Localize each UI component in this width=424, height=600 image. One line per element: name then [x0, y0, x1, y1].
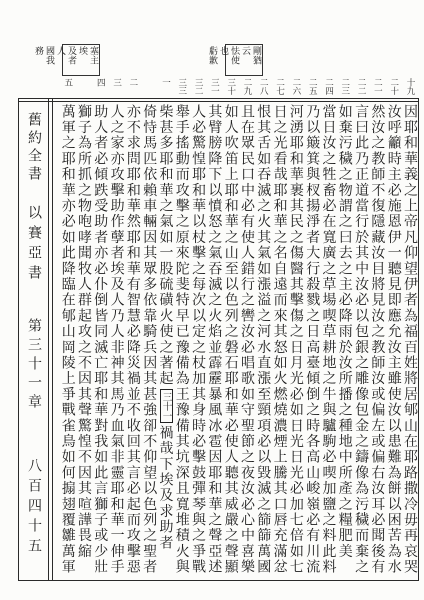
verse-text: 人必驚惶耶和華以杖擊之每次以定之杖加其身時必擊鼓彈琴與之爭戰 — [190, 104, 207, 575]
text-column — [223, 104, 239, 578]
text-column — [76, 104, 92, 578]
verse-text: 言曰此乃正道當行於其中汝必以包銀之雕像包金之鑄像為污穢而棄之 — [353, 104, 370, 575]
verse-text: 獅子為所抓之物咆哮聞牧人群起攻之不因其聲驚惶不因其喧譁畏縮 — [76, 104, 92, 560]
margin-rule — [52, 98, 53, 581]
text-column — [304, 104, 320, 578]
text-column — [174, 104, 190, 578]
verse-number: 二七 — [274, 78, 285, 95]
headnote-line: 怯使也 — [218, 46, 239, 65]
verse-text: 柴甚多耶和華之氣如一股硫磺火使之著起 — [157, 104, 174, 387]
verse-number: 二三 — [339, 78, 350, 95]
headnote-line: 剛猶云 — [240, 46, 261, 65]
verse-number: 二六 — [290, 78, 301, 95]
top-rule — [18, 101, 419, 102]
verse-number: 二五 — [307, 78, 318, 95]
verse-number: 二八 — [258, 78, 269, 95]
headnote-box — [207, 44, 263, 76]
verse-text: 然汝之教師不復隱藏汝目將見汝之教師汝或偏左或偏右汝耳必聞後有 — [369, 104, 386, 575]
verse-text: 亦不求問耶和華然耶和華有智慧必降災禍並不收回其言必起而攻擊惡 — [124, 104, 141, 575]
verse-number: 二九 — [242, 78, 252, 95]
verse-number: 一 — [160, 78, 171, 87]
verse-text: 倚恃馬匹依賴車輛因其眾多依靠騎兵因其甚強卻不仰望以色列之聖者 — [141, 104, 158, 575]
text-column — [206, 104, 222, 578]
headnote-line: 虧歉 — [207, 46, 217, 65]
text-column — [337, 104, 353, 578]
verse-number: 二十 — [388, 78, 399, 95]
text-column — [288, 104, 304, 578]
verse-text: 助人者必傾跌受助者亦必仆倒皆同滅亡耶和華對我如此言獅子或少壯 — [92, 104, 109, 575]
verse-text: 人之家亦攻擊助作孽者埃及人乃人非神其馬乃血氣非靈耶和華一伸手 — [108, 104, 125, 575]
text-column — [353, 104, 369, 578]
verse-text: 如人吹笛上耶和華之山至以色列之磐石耶和華必使人聽其威嚴之聲顯 — [222, 104, 239, 575]
verse-text: 當日汝之牲畜必在寬廣之草場喫草耕地之牛與驢駒必喫加鹽之料此料 — [320, 104, 337, 575]
text-column — [109, 104, 125, 578]
verse-number: 十九 — [405, 78, 415, 95]
verse-text: 其臂膀降下以憤怒之氣吞滅之火焰並霹靂暴風冰雹因耶和華之聲亞述 — [206, 104, 223, 575]
running-head-book: 舊約全書 — [26, 112, 42, 184]
verse-text: 萬軍之耶和華亦必如此降臨在郇山岡陵上爭戰雀鳥如何搧翅覆雛萬軍 — [59, 104, 76, 575]
verse-text: 且在眾民口中必有使人錯行之轡汝必唱歌如守聖節之夜汝必心中喜樂 — [239, 104, 255, 575]
verse-number: 三十 — [225, 78, 236, 95]
verse-number: 三三 — [176, 78, 187, 95]
page-number: 八百四十五 — [26, 458, 42, 558]
verse-number: 三一 — [209, 78, 220, 95]
headnote-line: 國我務 — [33, 46, 54, 65]
text-column — [125, 104, 141, 578]
chapter-marker: 三十一 — [160, 389, 173, 424]
verse-text: 因耶和華義之上帝凡仰望伊者為福百姓將居郇山在耶路撒冷毋再哀哭 — [402, 104, 418, 575]
verse-text: 舉手搖動而攻擊之原來陀斐特早已豫備為王豫備其坑深且寬堆積火與 — [173, 104, 190, 575]
text-column — [141, 104, 157, 578]
text-column — [369, 104, 385, 578]
text-column — [239, 104, 255, 578]
verse-text: 日之光看哉耶和華之名自遠而來其怒如火燃燒濃煙上騰其口唇充滿忿 — [271, 104, 288, 575]
verse-text: 如棄污穢之物謂之曰去之主必降雨於汝所播之種地中所產之糧肥美 — [336, 104, 353, 560]
verse-number: 三 — [111, 78, 122, 87]
verse-number: 二 — [127, 78, 138, 87]
headnote-line: 及者人 — [55, 46, 76, 65]
text-column — [60, 104, 76, 578]
text-column — [92, 104, 108, 578]
text-column — [158, 104, 174, 578]
verse-text: 乃以簸箕與杈揚淨者大行殺戮之日高臺傾倒之時各高山峻嶺必有川流 — [304, 104, 321, 575]
verse-number: 五 — [62, 78, 73, 87]
running-head-title: 以賽亞書 — [26, 205, 42, 285]
text-column — [272, 104, 288, 578]
margin-rule — [48, 98, 49, 581]
verse-text: 河湧耶和華裹其民之傷醫其擊傷之日月光必如日光日光必加七倍如七 — [287, 104, 304, 575]
text-column — [255, 104, 271, 578]
headnote-box — [33, 44, 100, 76]
text-column — [386, 104, 402, 578]
verse-number: 三二 — [193, 78, 204, 95]
verse-text: 恨其舌如吞滅之火其氣如漲溢之河水直漲至頸項必以毀滅之篩篩萬國 — [255, 104, 272, 575]
verse-text: 禍哉下埃及求助者 — [157, 425, 174, 551]
verse-number: 二二 — [356, 78, 367, 95]
verse-number: 四 — [95, 78, 106, 87]
verse-number: 二一 — [372, 78, 383, 95]
headnote-line: 塞主埃 — [77, 46, 98, 65]
running-head-chapter: 第三十一章 — [26, 318, 42, 413]
text-column — [190, 104, 206, 578]
verse-text: 汝呼籲時主必施恩伊一聽見即應允汝主雖使汝以患難為餅以困苦為水 — [385, 104, 402, 575]
text-column — [402, 104, 418, 578]
verse-number: 二四 — [323, 78, 334, 95]
text-column — [321, 104, 337, 578]
